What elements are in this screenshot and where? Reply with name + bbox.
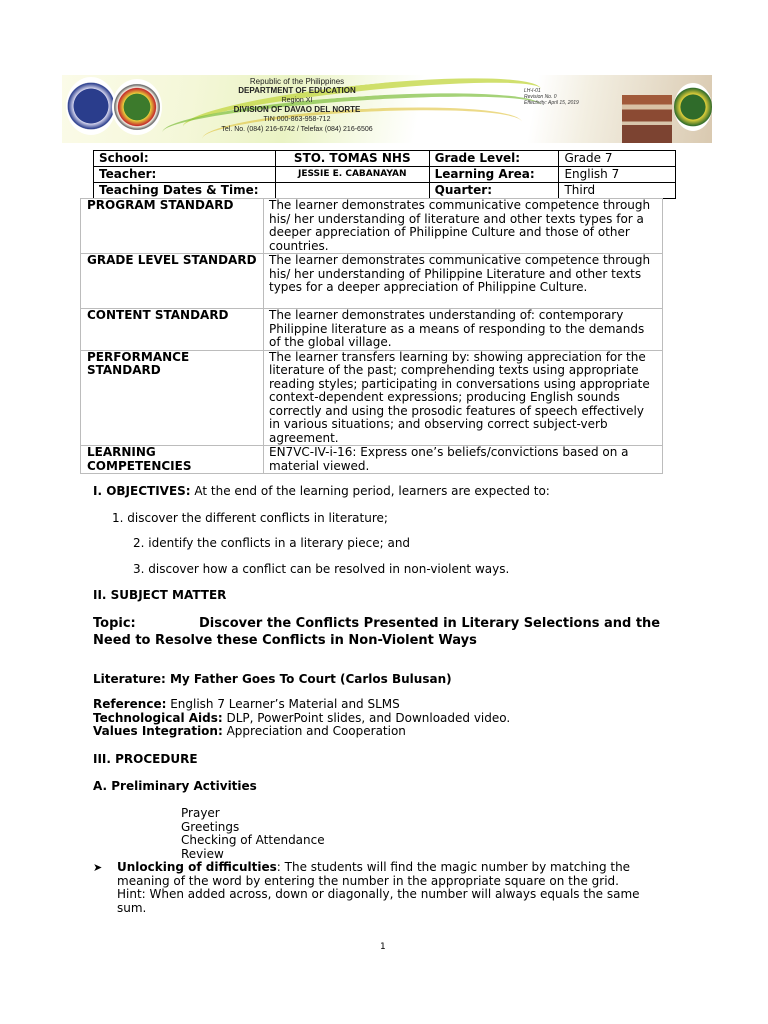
activity-item: Greetings: [181, 820, 240, 834]
doc-code: LH-I-01: [524, 88, 541, 94]
learning-area-label: Learning Area:: [429, 167, 559, 183]
standard-line: his/ her understanding of literature and other texts types for a: [269, 211, 644, 226]
school-seal-logo: [674, 83, 712, 131]
header-department: DEPARTMENT OF EDUCATION: [238, 86, 356, 95]
preliminary-activities-heading: A. Preliminary Activities: [93, 779, 257, 793]
teacher-value: JESSIE E. CABANAYAN: [275, 167, 429, 183]
activity-item: Prayer: [181, 806, 220, 820]
standard-label: LEARNING COMPETENCIES: [81, 446, 264, 474]
revision-number: Revision No. 0: [524, 94, 557, 100]
literature-line: Literature: My Father Goes To Court (Carlos Bulusan): [93, 672, 452, 686]
effectivity-date: Effectivity: April 15, 2019: [524, 100, 579, 106]
objectives-heading: I. OBJECTIVES:: [93, 484, 191, 498]
unlocking-label: Unlocking of difficulties: [117, 860, 277, 874]
standards-table: [80, 198, 663, 474]
reference-line: [93, 698, 400, 712]
grade-level-label: Grade Level:: [429, 151, 559, 167]
standard-line: types for a deeper appreciation of Philippine Culture.: [269, 280, 588, 294]
standard-line: his/ her understanding of Philippine Literature and other texts: [269, 266, 642, 281]
teacher-label: Teacher:: [94, 167, 276, 183]
standard-line: context-dependent expressions; producing English sounds: [269, 390, 620, 404]
unlocking-line: sum.: [117, 901, 147, 915]
aids-label: Technological Aids:: [93, 711, 223, 725]
school-label: School:: [94, 151, 276, 167]
school-building-image: [622, 95, 672, 143]
standard-text: [264, 446, 663, 474]
values-label: Values Integration:: [93, 724, 223, 738]
values-value: Appreciation and Cooperation: [222, 724, 406, 738]
grade-level-value: Grade 7: [559, 151, 676, 167]
objectives-paragraph: [93, 485, 550, 499]
lesson-info-table: [93, 150, 676, 199]
unlocking-text: : The students will find the magic number by matching the: [276, 860, 631, 874]
activity-item: Review: [181, 847, 224, 861]
standard-label: PERFORMANCE STANDARD: [81, 350, 264, 446]
standard-label: PROGRAM STANDARD: [81, 199, 264, 254]
teaching-dates-label: Teaching Dates & Time:: [94, 183, 276, 199]
standard-line: agreement.: [269, 430, 339, 445]
standard-line: Philippine literature as a means of responding to the demands: [269, 321, 645, 336]
unlocking-line-1: [117, 861, 630, 875]
standard-text: [264, 309, 663, 351]
standard-line: The learner demonstrates understanding of: contemporary: [269, 308, 624, 322]
objectives-intro: At the end of the learning period, learners are expected to:: [190, 484, 550, 498]
objective-item: 3. discover how a conflict can be resolved in non-violent ways.: [133, 562, 510, 576]
reference-value: English 7 Learner’s Material and SLMS: [166, 697, 400, 711]
learning-area-value: English 7: [559, 167, 676, 183]
standard-text: [264, 199, 663, 254]
activity-item: Checking of Attendance: [181, 833, 325, 847]
subject-matter-heading: II. SUBJECT MATTER: [93, 588, 227, 602]
quarter-label: Quarter:: [429, 183, 559, 199]
standard-label: CONTENT STANDARD: [81, 309, 264, 351]
header-tel: Tel. No. (084) 216-6742 / Telefax (084) 216-6506: [221, 126, 373, 133]
header-republic: Republic of the Philippines: [249, 77, 345, 86]
values-line: [93, 725, 406, 739]
topic-label: Topic:: [93, 616, 136, 631]
standard-line: of the global village.: [269, 335, 392, 349]
page-number: 1: [380, 942, 386, 952]
standard-label: GRADE LEVEL STANDARD: [81, 254, 264, 309]
standard-text: [264, 350, 663, 446]
objective-item: 1. discover the different conflicts in literature;: [112, 511, 388, 525]
standard-line: in various situations; and observing correct subject-verb: [269, 417, 608, 431]
standard-line: material viewed.: [269, 458, 370, 473]
topic-line-1: Discover the Conflicts Presented in Literary Selections and the: [199, 616, 661, 631]
standard-line: deeper appreciation of Philippine Culture and those of other: [269, 225, 630, 239]
standard-line: reading styles; participating in conversations using appropriate: [269, 376, 650, 391]
topic-line-2: Need to Resolve these Conflicts in Non-Violent Ways: [93, 633, 477, 648]
standard-line: The learner demonstrates communicative competence through: [269, 253, 651, 267]
standard-line: The learner transfers learning by: showing appreciation for the: [269, 349, 646, 364]
standard-line: literature of the past; comprehending texts using appropriate: [269, 363, 639, 377]
standard-line: The learner demonstrates communicative competence through: [269, 198, 651, 212]
standard-line: countries.: [269, 238, 329, 253]
unlocking-line: meaning of the word by entering the number in the appropriate square on the grid.: [117, 874, 619, 888]
reference-label: Reference:: [93, 697, 167, 711]
standard-text: [264, 254, 663, 309]
header-region: Region XI: [281, 97, 313, 104]
standard-line: EN7VC-IV-i-16: Express one’s beliefs/convictions based on a: [269, 445, 629, 459]
school-value: STO. TOMAS NHS: [275, 151, 429, 167]
header-banner: [62, 75, 712, 143]
header-division: DIVISION OF DAVAO DEL NORTE: [233, 105, 361, 114]
bullet-arrow-icon: ➤: [93, 861, 103, 874]
aids-value: DLP, PowerPoint slides, and Downloaded video.: [222, 711, 511, 725]
teaching-dates-value: [275, 183, 429, 199]
header-tin: TIN 000-863-958-712: [263, 116, 331, 123]
procedure-heading: III. PROCEDURE: [93, 752, 198, 766]
objective-item: 2. identify the conflicts in a literary piece; and: [133, 536, 411, 550]
quarter-value: Third: [559, 183, 676, 199]
unlocking-line: Hint: When added across, down or diagonally, the number will always equals the same: [117, 887, 640, 901]
standard-line: correctly and using the prosodic features of speech effectively: [269, 403, 644, 418]
